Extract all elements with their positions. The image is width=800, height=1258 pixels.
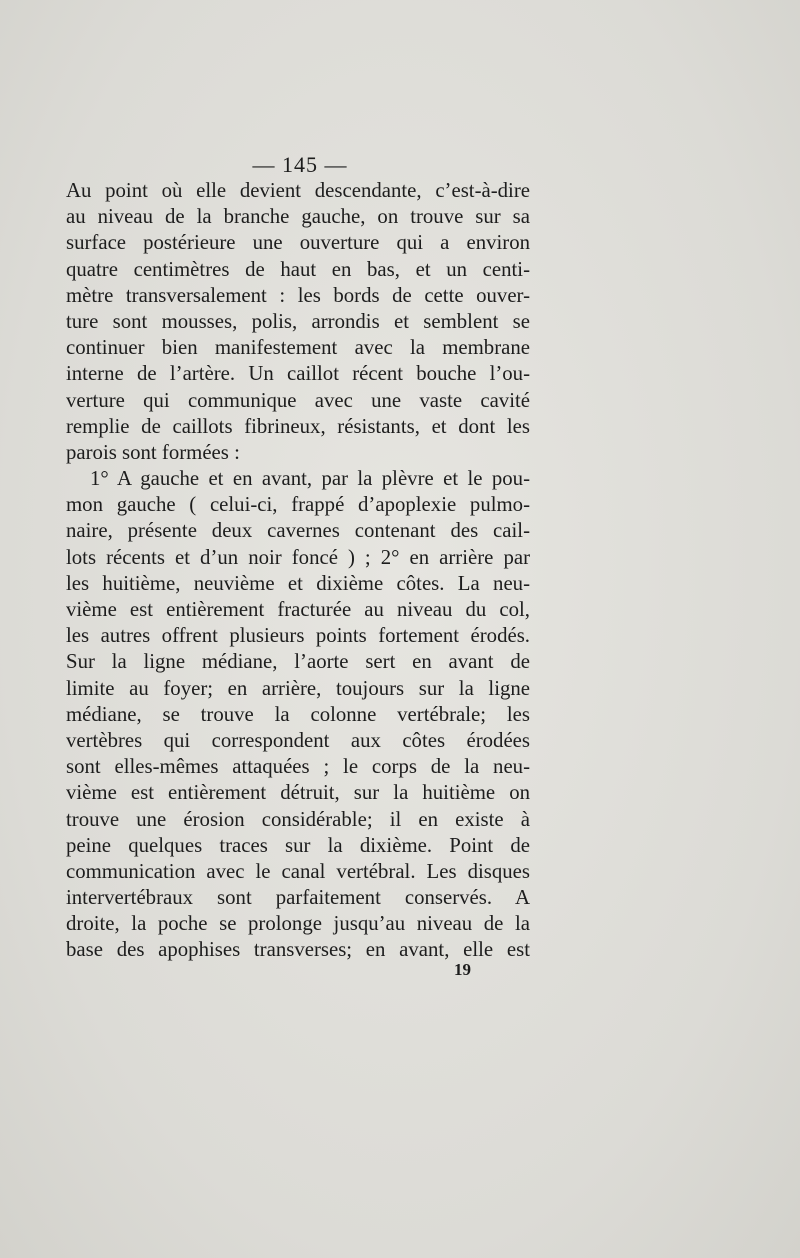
text-line: base des apophises transverses; en avant, elle est xyxy=(66,938,530,962)
text-line: trouve une érosion considérable; il en existe à xyxy=(66,807,530,831)
text-line: limite au foyer; en arrière, toujours sur la ligne xyxy=(66,676,530,700)
text-line: les autres offrent plusieurs points fortement érodés. xyxy=(66,624,530,648)
text-line: lots récents et d’un noir foncé ) ; 2° en arrière par xyxy=(66,545,530,569)
text-line: Au point où elle devient descendante, c’est-à-dire xyxy=(66,179,530,202)
text-line: communication avec le canal vertébral. Les disques xyxy=(66,859,530,883)
text-line: ture sont mousses, polis, arrondis et semblent se xyxy=(66,309,530,333)
text-line: 1° A gauche et en avant, par la plèvre et le pou- xyxy=(90,467,530,491)
text-line: verture qui communique avec une vaste cavité xyxy=(66,388,530,412)
text-line: au niveau de la branche gauche, on trouve sur sa xyxy=(66,205,530,229)
page-number: — 145 — xyxy=(252,152,348,177)
text-line: peine quelques traces sur la dixième. Point de xyxy=(66,833,530,857)
text-line: continuer bien manifestement avec la membrane xyxy=(66,336,530,360)
text-line: intervertébraux sont parfaitement conservés. A xyxy=(66,886,530,910)
text-line: parois sont formées : xyxy=(66,440,240,464)
text-line: médiane, se trouve la colonne vertébrale; les xyxy=(66,702,530,726)
text-line: les huitième, neuvième et dixième côtes. La neu- xyxy=(66,571,530,595)
body-text xyxy=(66,178,530,964)
text-line: remplie de caillots fibrineux, résistants, et dont les xyxy=(66,414,530,438)
text-line: mon gauche ( celui-ci, frappé d’apoplexie pulmo- xyxy=(66,493,530,517)
text-line: mètre transversalement : les bords de cette ouver- xyxy=(66,283,530,307)
signature-mark: 19 xyxy=(454,960,471,979)
text-line: droite, la poche se prolonge jusqu’au niveau de la xyxy=(66,912,530,936)
text-line: Sur la ligne médiane, l’aorte sert en avant de xyxy=(66,650,530,674)
text-line: quatre centimètres de haut en bas, et un centi- xyxy=(66,257,530,281)
text-line: vertèbres qui correspondent aux côtes érodées xyxy=(66,728,530,752)
text-line: surface postérieure une ouverture qui a environ xyxy=(66,231,530,255)
text-line: naire, présente deux cavernes contenant des cail- xyxy=(66,519,530,543)
text-line: interne de l’artère. Un caillot récent bouche l’ou- xyxy=(66,362,530,386)
text-line: vième est entièrement détruit, sur la huitième on xyxy=(66,781,530,805)
text-line: vième est entièrement fracturée au niveau du col, xyxy=(66,598,530,621)
text-line: sont elles-mêmes attaquées ; le corps de la neu- xyxy=(66,755,530,779)
